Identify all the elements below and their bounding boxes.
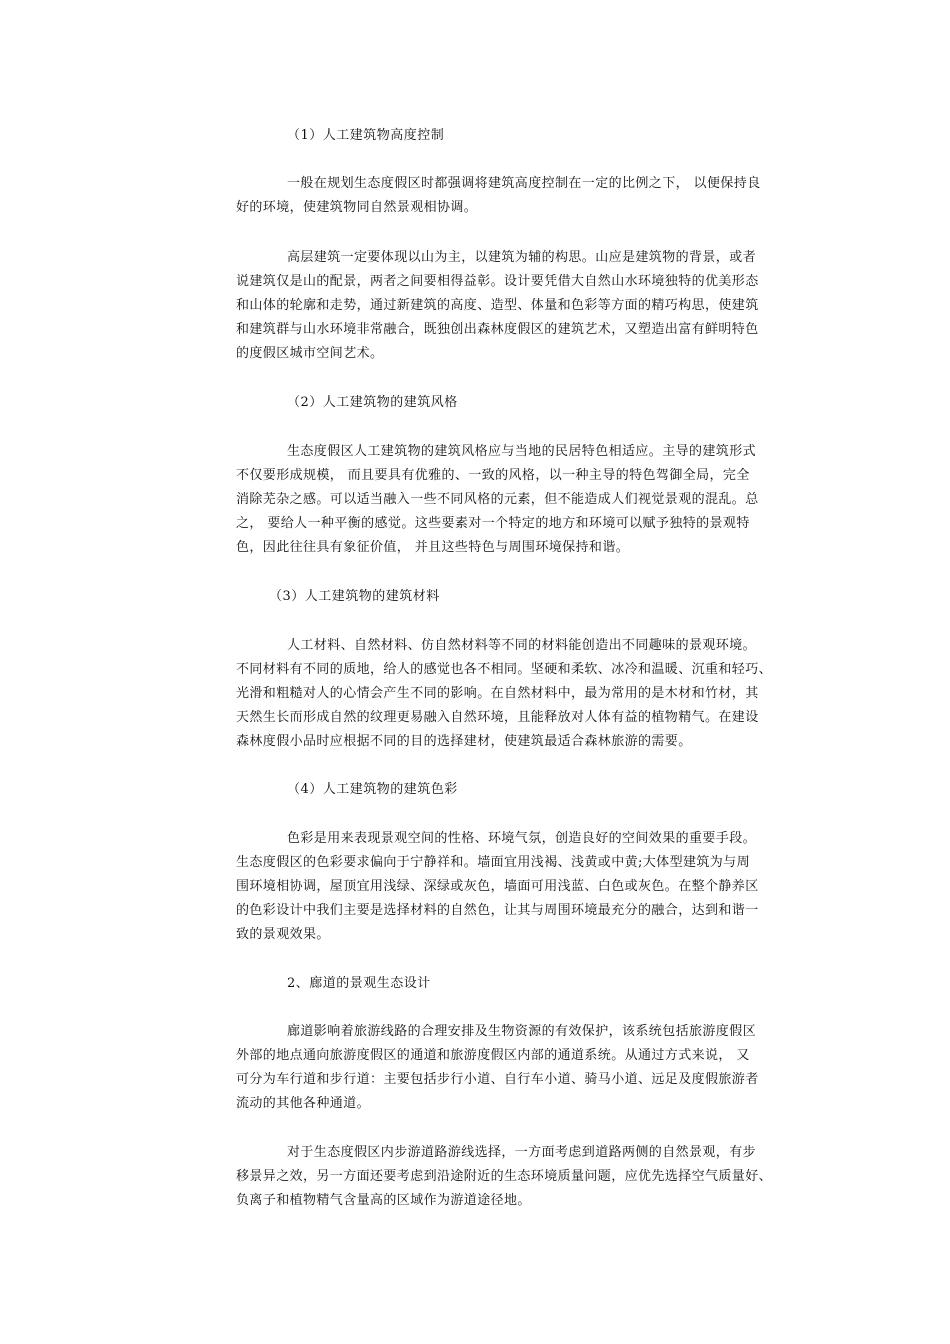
text-line: 好的环境，使建筑物同自然景观相协调。: [236, 200, 478, 215]
text-line: 消除芜杂之感。可以适当融入一些不同风格的元素，但不能造成人们视觉景观的混乱。总: [236, 492, 759, 507]
text-line: 高层建筑一定要体现以山为主，以建筑为辅的构思。山应是建筑物的背景，或者: [287, 250, 757, 265]
text-line: 负离子和植物精气含量高的区域作为游道途径地。: [236, 1193, 531, 1208]
paragraph: [236, 634, 826, 754]
text-line: 廊道影响着旅游线路的合理安排及生物资源的有效保护，该系统包括旅游度假区: [287, 1024, 757, 1039]
paragraph: [236, 1141, 826, 1213]
section-heading: （3）人工建筑物的建筑材料: [269, 589, 440, 604]
text-line: 色彩是用来表现景观空间的性格、环境气氛，创造良好的空间效果的重要手段。: [287, 831, 757, 846]
text-line: 光滑和粗糙对人的心情会产生不同的影响。在自然材料中，最为常用的是木材和竹材，其: [236, 686, 759, 701]
text-line: 色，因此往往具有象征价值， 并且这些特色与周围环境保持和谐。: [236, 540, 630, 555]
text-line: 围环境相协调，屋顶宜用浅绿、深绿或灰色，墙面可用浅蓝、白色或灰色。在整个静养区: [236, 879, 759, 894]
text-line: 生态度假区的色彩要求偏向于宁静祥和。墙面宜用浅褐、浅黄或中黄;大体型建筑为与周: [236, 855, 750, 870]
text-line: 不同材料有不同的质地，给人的感觉也各不相同。坚硬和柔软、冰冷和温暖、沉重和轻巧、: [236, 662, 773, 677]
text-line: 之， 要给人一种平衡的感觉。这些要素对一个特定的地方和环境可以赋予独特的景观特: [236, 516, 750, 531]
text-line: 不仅要形成规模， 而且要具有优雅的、一致的风格，以一种主导的特色驾御全局，完全: [236, 468, 750, 483]
paragraph: [236, 440, 826, 560]
paragraph: [236, 1020, 826, 1116]
text-line: 生态度假区人工建筑物的建筑风格应与当地的民居特色相适应。主导的建筑形式: [287, 444, 757, 459]
text-line: 外部的地点通向旅游度假区的通道和旅游度假区内部的通道系统。从通过方式来说， 又: [236, 1048, 750, 1063]
paragraph: [236, 172, 826, 220]
text-line: 和建筑群与山水环境非常融合，既独创出森林度假区的建筑艺术，又塑造出富有鲜明特色: [236, 322, 759, 337]
text-line: 说建筑仅是山的配景，两者之间要相得益彰。设计要凭借大自然山水环境独特的优美形态: [236, 274, 759, 289]
section-heading: （1）人工建筑物高度控制: [287, 128, 445, 143]
text-line: 移景异之效，另一方面还要考虑到沿途附近的生态环境质量问题，应优先选择空气质量好、: [236, 1169, 773, 1184]
section-heading: （4）人工建筑物的建筑色彩: [287, 782, 458, 797]
text-line: 人工材料、自然材料、仿自然材料等不同的材料能创造出不同趣味的景观环境。: [287, 638, 757, 653]
text-line: 可分为车行道和步行道：主要包括步行小道、自行车小道、骑马小道、远足及度假旅游者: [236, 1072, 759, 1087]
text-line: 致的景观效果。: [236, 927, 330, 942]
paragraph: [236, 246, 826, 366]
text-line: 流动的其他各种通道。: [236, 1096, 371, 1111]
text-line: 的度假区城市空间艺术。: [236, 346, 384, 361]
text-line: 天然生长而形成自然的纹理更易融入自然环境，且能释放对人体有益的植物精气。在建设: [236, 710, 759, 725]
section-heading: （2）人工建筑物的建筑风格: [287, 395, 458, 410]
section-heading: 2、廊道的景观生态设计: [287, 976, 431, 991]
text-line: 对于生态度假区内步游道路游线选择，一方面考虑到道路两侧的自然景观，有步: [287, 1145, 757, 1160]
text-line: 的色彩设计中我们主要是选择材料的自然色，让其与周围环境最充分的融合，达到和谐一: [236, 903, 759, 918]
paragraph: [236, 827, 826, 947]
text-line: 森林度假小品时应根据不同的目的选择建材，使建筑最适合森林旅游的需要。: [236, 734, 692, 749]
text-line: 一般在规划生态度假区时都强调将建筑高度控制在一定的比例之下， 以便保持良: [287, 176, 761, 191]
text-line: 和山体的轮廓和走势，通过新建筑的高度、造型、体量和色彩等方面的精巧构思，使建筑: [236, 298, 759, 313]
